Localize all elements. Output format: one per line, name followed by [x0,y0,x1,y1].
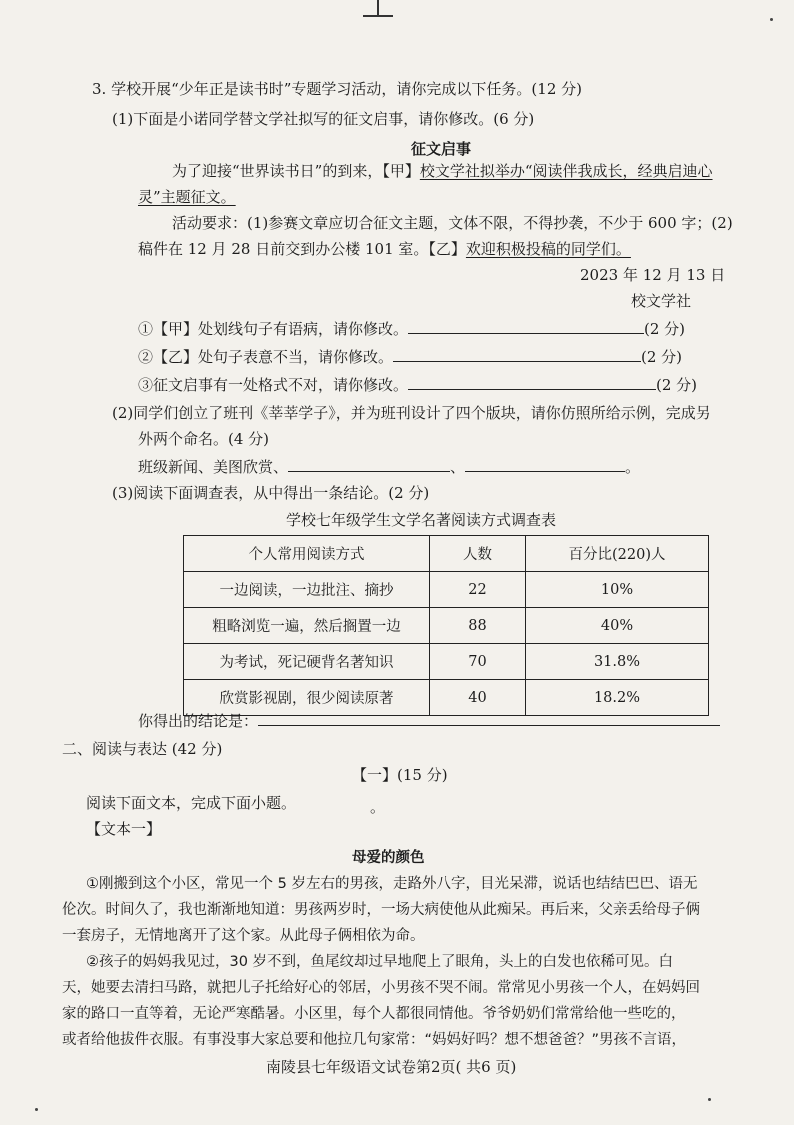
sub-question-2-line1: (2)同学们创立了班刊《莘莘学子》，并为班刊设计了四个版块，请你仿照所给示例，完成另 [112,404,711,422]
table-header: 百分比(220)人 [526,536,709,572]
stray-punctuation: 。 [370,798,386,816]
column-naming-line: 班级新闻、美图欣赏、 、 。 [138,458,641,476]
table-cell: 一边阅读，一边批注、摘抄 [184,572,430,608]
essay-para2-line3: 家的路口一直等着，无论严寒酷暑。小区里，每个人都很同情他。爷爷奶奶们常常给他一些吃的， [62,1006,686,1022]
survey-table-caption: 学校七年级学生文学名著阅读方式调查表 [286,511,557,529]
notice-underline-yi: 欢迎积极投稿的同学们。 [465,240,631,258]
answer-blank-1[interactable] [408,320,644,334]
conclusion-blank[interactable] [258,712,720,726]
conclusion-line: 你得出的结论是： [138,710,720,731]
table-header: 个人常用阅读方式 [184,536,430,572]
essay-title: 母爱的颜色 [352,850,425,866]
question-3-title: 3. 学校开展“少年正是读书时”专题学习活动，请你完成以下任务。(12 分) [92,80,582,98]
table-cell: 欣赏影视剧，很少阅读原著 [184,680,430,716]
answer-blank-2[interactable] [393,348,641,362]
notice-date: 2023 年 12 月 13 日 [580,266,726,284]
column-name-blank-1[interactable] [288,458,450,472]
item-2: ②【乙】处句子表意不当，请你修改。 (2 分) [138,348,683,366]
sub-question-2-line2: 外两个命名。(4 分) [138,430,270,448]
table-cell: 粗略浏览一遍，然后搁置一边 [184,608,430,644]
table-cell: 88 [430,608,526,644]
survey-table [183,535,709,716]
essay-para2-line4: 或者给他拔件衣服。有事没事大家总要和他拉几句家常：“妈妈好吗？想不想爸爸？”男孩不言语， [62,1032,687,1048]
text-label: 【文本一】 [86,820,162,838]
scan-speck [35,1108,38,1111]
table-header: 人数 [430,536,526,572]
sub-question-3: (3)阅读下面调查表，从中得出一条结论。(2 分) [112,484,430,502]
notice-para1-line2 [138,186,236,207]
section-2-title: 二、阅读与表达 (42 分) [62,740,223,758]
table-row [184,608,709,644]
answer-blank-3[interactable] [408,376,656,390]
table-cell: 70 [430,644,526,680]
scan-speck [708,1098,711,1101]
notice-underline-jia: 校文学社拟举办“阅读伴我成长，经典启迪心 [419,162,713,180]
reading-instruction: 阅读下面文本，完成下面小题。 [86,794,297,812]
table-cell: 18.2% [526,680,709,716]
essay-para1-line2: 伦次。时间久了，我也渐渐地知道：男孩两岁时，一场大病使他从此痴呆。再后来，父亲丢给母子俩 [62,902,700,918]
essay-para1-line1: ①刚搬到这个小区，常见一个 5 岁左右的男孩，走路外八字，目光呆滞，说话也结结巴巴、语无 [86,876,698,892]
table-cell: 为考试，死记硬背名著知识 [184,644,430,680]
notice-para2-line1: 活动要求：(1)参赛文章应切合征文主题，文体不限，不得抄袭，不少于 600 字；(2) [172,214,733,232]
table-cell: 40% [526,608,709,644]
notice-underline-jia-cont: 灵”主题征文。 [138,188,236,206]
notice-title: 征文启事 [411,140,472,158]
table-cell: 40 [430,680,526,716]
table-cell: 31.8% [526,644,709,680]
table-row [184,572,709,608]
notice-signature: 校文学社 [631,292,692,310]
essay-para2-line2: 天，她要去清扫马路，就把儿子托给好心的邻居，小男孩不哭不闹。常常见小男孩一个人，在妈妈回 [62,980,700,996]
sub-question-1: (1)下面是小诺同学替文学社拟写的征文启事，请你修改。(6 分) [112,110,535,128]
scan-speck [770,18,773,21]
essay-para1-line3: 一套房子，无情地离开了这个家。从此母子俩相依为命。 [62,928,425,944]
essay-para2-line1: ②孩子的妈妈我见过，30 岁不到，鱼尾纹却过早地爬上了眼角，头上的白发也依稀可见。白 [86,954,674,970]
table-cell: 10% [526,572,709,608]
table-row [184,644,709,680]
notice-para2-line2: 稿件在 12 月 28 日前交到办公楼 101 室。【乙】欢迎积极投稿的同学们。 [138,240,631,258]
item-1: ①【甲】处划线句子有语病，请你修改。 (2 分) [138,320,686,338]
part-1-heading: 【一】(15 分) [352,766,448,784]
column-name-blank-2[interactable] [465,458,625,472]
table-header-row [184,536,709,572]
item-3: ③征文启事有一处格式不对，请你修改。 (2 分) [138,376,698,394]
binding-mark [363,0,393,18]
notice-para1-line1: 为了迎接“世界读书日”的到来，【甲】校文学社拟举办“阅读伴我成长，经典启迪心 [172,162,713,180]
page-footer: 南陵县七年级语文试卷第2页( 共6 页) [266,1058,517,1076]
table-cell: 22 [430,572,526,608]
